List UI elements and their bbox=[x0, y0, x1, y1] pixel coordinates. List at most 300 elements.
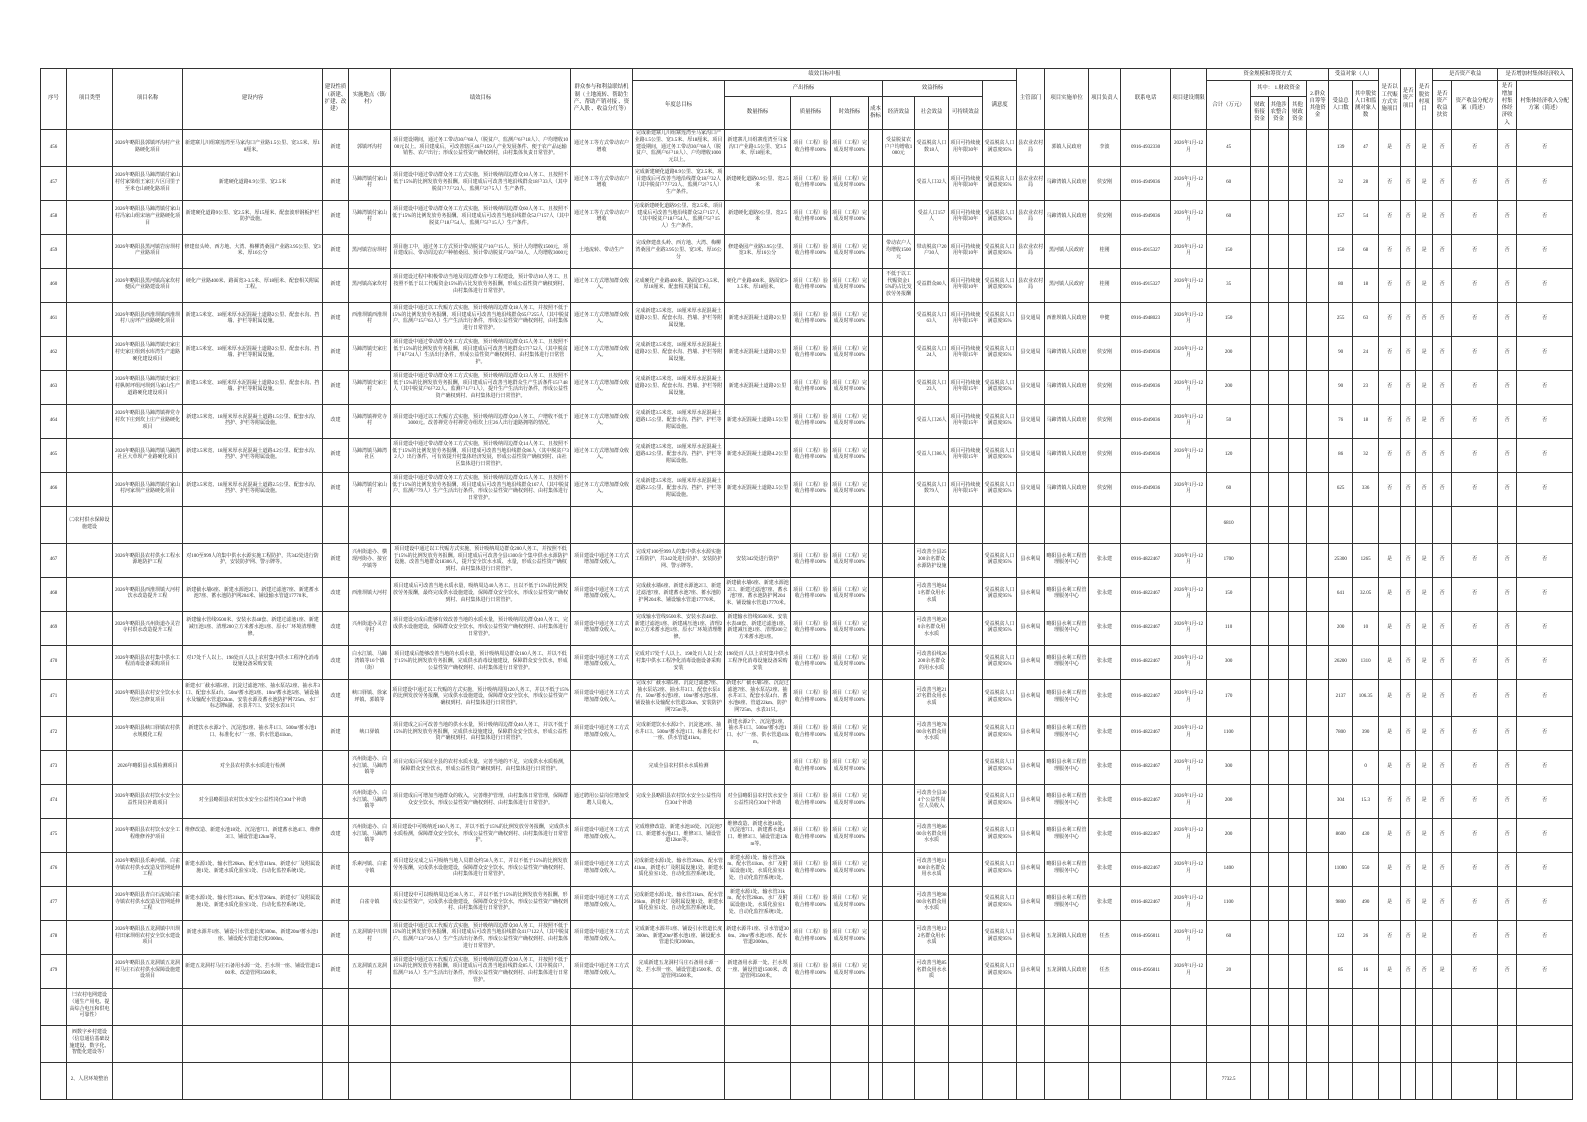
cell-participation: 项目建设中通过务工方式增加群众收入。 bbox=[571, 886, 633, 920]
header-qty: 数量指标 bbox=[725, 96, 791, 129]
cell-sustain: 项目可持续使用年限10年 bbox=[949, 234, 983, 268]
cell-phone bbox=[1121, 1025, 1171, 1062]
cell-pop: 200 bbox=[1329, 611, 1353, 645]
cell-self bbox=[1307, 268, 1329, 302]
cell-cost bbox=[869, 750, 883, 784]
cell-social: 受益群众80人 bbox=[915, 268, 949, 302]
cell-period: 2026年1月-12月 bbox=[1171, 268, 1207, 302]
header-f6: 是否增加村集体经济收入 bbox=[1498, 81, 1517, 130]
header-f7: 村集体经济收入分配方案（简述） bbox=[1517, 81, 1573, 130]
cell-phone: 0916-4822467 bbox=[1121, 577, 1171, 611]
cell-participation bbox=[571, 750, 633, 784]
cell-fin3 bbox=[1289, 852, 1307, 886]
cell-type bbox=[67, 130, 113, 167]
cell-goal: 项目建设中通过以工代赈方式实施，预计吸纳周边群众200人务工，并按照不低于15%的比例发放劳务报酬。项目建成后可改善全县1300余个集中供水水源防护设施、改善当地群众18306人，提升安全饮水水质、水量，形成公益性资产确权到村、由村集体进行日常管护。 bbox=[391, 543, 571, 577]
cell-phone: 0916-4915327 bbox=[1121, 234, 1171, 268]
cell-f2: 否 bbox=[1401, 438, 1416, 472]
cell-social: 受益脱贫人口23人 bbox=[915, 370, 949, 404]
cell-period: 2026年1月-12月 bbox=[1171, 920, 1207, 954]
cell-location: 兴州街道办灵岩寺村 bbox=[349, 611, 391, 645]
cell-f7: 否 bbox=[1517, 234, 1573, 268]
cell-period bbox=[1171, 988, 1207, 1025]
cell-timeliness: 项目（工程）完成及时率100% bbox=[831, 268, 869, 302]
cell-timeliness bbox=[831, 988, 869, 1025]
cell-self bbox=[1307, 577, 1329, 611]
cell-location: 马蹄湾镇付家山村 bbox=[349, 200, 391, 234]
cell-f4: 是 bbox=[1433, 954, 1452, 988]
cell-poor: 63 bbox=[1353, 302, 1379, 336]
cell-f6 bbox=[1498, 1025, 1517, 1062]
cell-nature: 新建 bbox=[323, 716, 349, 750]
cell-dept: 县交通局 bbox=[1017, 336, 1045, 370]
cell-seq: 471 bbox=[41, 679, 67, 716]
cell-leader: 侯安刚 bbox=[1089, 472, 1121, 506]
cell-unit: 马蹄湾镇人民政府 bbox=[1045, 370, 1089, 404]
cell-fin1 bbox=[1251, 506, 1269, 543]
cell-f5: 否 bbox=[1452, 166, 1498, 200]
cell-pop: 90 bbox=[1329, 336, 1353, 370]
cell-type bbox=[67, 886, 113, 920]
cell-f7: 否 bbox=[1517, 611, 1573, 645]
cell-total: 1700 bbox=[1207, 543, 1251, 577]
cell-sustain bbox=[949, 679, 983, 716]
cell-f3 bbox=[1416, 988, 1433, 1025]
cell-f7: 否 bbox=[1517, 750, 1573, 784]
cell-self bbox=[1307, 302, 1329, 336]
cell-econ bbox=[883, 506, 915, 543]
header-f4: 是否资产收益扶贫 bbox=[1433, 81, 1452, 130]
cell-dept bbox=[1017, 1025, 1045, 1062]
cell-econ bbox=[883, 886, 915, 920]
cell-annual bbox=[633, 988, 725, 1025]
cell-social: 受益脱贫人口数79人 bbox=[915, 472, 949, 506]
cell-satisfaction: 受益脱贫人口满意度95% bbox=[983, 336, 1017, 370]
table-row bbox=[41, 818, 1573, 852]
cell-social: 可改善当地200余名群众用水水质 bbox=[915, 611, 949, 645]
cell-location: 马蹄湾镇马蹄湾社区 bbox=[349, 438, 391, 472]
project-table-sheet bbox=[40, 68, 1573, 1100]
cell-poor bbox=[1353, 1062, 1379, 1099]
cell-pop: 122 bbox=[1329, 920, 1353, 954]
cell-pop: 76 bbox=[1329, 404, 1353, 438]
cell-self bbox=[1307, 166, 1329, 200]
header-fin1: 财政衔接资金 bbox=[1251, 96, 1269, 129]
cell-cost bbox=[869, 404, 883, 438]
cell-content: 新建截水墙6座、新建水源池2口、新建过滤池7座、新建蓄水池7座、蓄水池防护网204米、铺设输水管道17770米。 bbox=[183, 577, 323, 611]
cell-social bbox=[915, 750, 949, 784]
cell-f1: 否 bbox=[1379, 302, 1401, 336]
cell-f6: 否 bbox=[1498, 611, 1517, 645]
cell-poor: 106.35 bbox=[1353, 679, 1379, 716]
cell-f1: 是 bbox=[1379, 954, 1401, 988]
cell-type bbox=[67, 200, 113, 234]
section-row bbox=[41, 1062, 1573, 1099]
cell-cost bbox=[869, 645, 883, 679]
cell-dept: 县水利局 bbox=[1017, 577, 1045, 611]
cell-content: 对全县农村供水水质进行检测 bbox=[183, 750, 323, 784]
cell-f1: 是 bbox=[1379, 611, 1401, 645]
cell-total: 1100 bbox=[1207, 716, 1251, 750]
table-body bbox=[41, 130, 1573, 1100]
cell-econ bbox=[883, 438, 915, 472]
cell-qty bbox=[725, 750, 791, 784]
cell-goal: 项目建设中通过以工代赈方式实施，预计吸纳周边群众18人务工，并按照不低于15%的比例发放劳务报酬，项目建成后可改善当地沿线群众65户255人（其中脱贫户、监测户15户63人）生产生活出行条件，形成公益性资产确权到村，由村集体进行日常管护。 bbox=[391, 302, 571, 336]
cell-f6: 否 bbox=[1498, 543, 1517, 577]
cell-f3: 是 bbox=[1416, 404, 1433, 438]
cell-nature: 新建 bbox=[323, 336, 349, 370]
cell-total: 150 bbox=[1207, 577, 1251, 611]
cell-annual bbox=[633, 1025, 725, 1062]
cell-goal: 项目完成后可保证全县的农村水质水量，完善当地的不足，完成供水水质检测，保障群众安全饮水，形成公益性资产确权到村、由村集体进行日常管护。 bbox=[391, 750, 571, 784]
cell-phone: 0916-4949036 bbox=[1121, 370, 1171, 404]
cell-social bbox=[915, 1025, 949, 1062]
cell-social: 可改善当地2137名群众用水水质 bbox=[915, 679, 949, 716]
cell-fin2 bbox=[1269, 750, 1289, 784]
cell-f4: 否 bbox=[1433, 750, 1452, 784]
cell-f2: 否 bbox=[1401, 818, 1416, 852]
cell-qty: 新建水源井1座、引水管道300m、20m³蓄水池1座、配水管道2000m。 bbox=[725, 920, 791, 954]
cell-fin2 bbox=[1269, 302, 1289, 336]
cell-f3: 否 bbox=[1416, 954, 1433, 988]
cell-self bbox=[1307, 784, 1329, 818]
cell-f6: 否 bbox=[1498, 166, 1517, 200]
cell-social bbox=[915, 988, 949, 1025]
cell-satisfaction: 受益脱贫人口满意度95% bbox=[983, 611, 1017, 645]
cell-nature: 改建 bbox=[323, 818, 349, 852]
cell-satisfaction: 受益脱贫人口满意度95% bbox=[983, 438, 1017, 472]
header-leader: 项目负责人 bbox=[1089, 69, 1121, 130]
cell-fin2 bbox=[1269, 438, 1289, 472]
cell-annual: 完成对100至999人的集中供水水源实施工程防护，共342处进行防护、安装防护网、警示牌等。 bbox=[633, 543, 725, 577]
header-participation: 群众参与和利益联结机制（土地流转、帮助生产、帮助产销对接 、资产入股 、收益分红等） bbox=[571, 69, 633, 130]
cell-pop: 304 bbox=[1329, 784, 1353, 818]
cell-leader: 张永建 bbox=[1089, 784, 1121, 818]
cell-social: 可改善当地9800余名群众用水水质 bbox=[915, 886, 949, 920]
cell-self bbox=[1307, 438, 1329, 472]
cell-f3: 是 bbox=[1416, 234, 1433, 268]
cell-f7: 否 bbox=[1517, 130, 1573, 167]
cell-f1: 否 bbox=[1379, 200, 1401, 234]
cell-qty: 新建水源1处、输水管20km、配水管41km、水厂及附属设施1处、水质化验室1处、自动化监控系统1处。 bbox=[725, 852, 791, 886]
cell-leader: 张永建 bbox=[1089, 716, 1121, 750]
table-row bbox=[41, 611, 1573, 645]
cell-nature: 新建 bbox=[323, 852, 349, 886]
cell-self bbox=[1307, 611, 1329, 645]
cell-f3: 是 bbox=[1416, 920, 1433, 954]
cell-satisfaction bbox=[983, 506, 1017, 543]
cell-annual: 完成新建3.5米宽、18厘米厚水泥混凝土道路2.5公里、配套水沟、挡护、护栏等附属设施。 bbox=[633, 472, 725, 506]
cell-leader: 侯安刚 bbox=[1089, 404, 1121, 438]
cell-participation: 通过务工方式增加群众收入。 bbox=[571, 268, 633, 302]
table-row bbox=[41, 954, 1573, 988]
cell-f6: 否 bbox=[1498, 130, 1517, 167]
cell-f6: 否 bbox=[1498, 750, 1517, 784]
cell-period: 2026年1月-12月 bbox=[1171, 679, 1207, 716]
cell-sustain bbox=[949, 920, 983, 954]
cell-timeliness: 项目（工程）完成及时率100% bbox=[831, 130, 869, 167]
cell-fin1 bbox=[1251, 577, 1269, 611]
cell-cost bbox=[869, 234, 883, 268]
cell-seq bbox=[41, 988, 67, 1025]
cell-fin3 bbox=[1289, 336, 1307, 370]
cell-econ bbox=[883, 1025, 915, 1062]
cell-poor: 24 bbox=[1353, 336, 1379, 370]
cell-quality: 项目（工程）验收合格率100% bbox=[791, 404, 831, 438]
cell-leader bbox=[1089, 988, 1121, 1025]
cell-self bbox=[1307, 130, 1329, 167]
cell-phone: 0916-4822467 bbox=[1121, 716, 1171, 750]
cell-cost bbox=[869, 1025, 883, 1062]
cell-annual: 完成输水管线9500米、安装水表48套、新建过滤池1座、新建减压池1座、清理200立方米蓄水池1座、原水厂环境清理维修。 bbox=[633, 611, 725, 645]
cell-fin3 bbox=[1289, 370, 1307, 404]
cell-cost bbox=[869, 302, 883, 336]
cell-nature bbox=[323, 784, 349, 818]
cell-f1: 否 bbox=[1379, 234, 1401, 268]
cell-pop: 11000 bbox=[1329, 852, 1353, 886]
cell-type bbox=[67, 268, 113, 302]
cell-pop: 80 bbox=[1329, 268, 1353, 302]
cell-nature: 新建 bbox=[323, 166, 349, 200]
cell-fin3 bbox=[1289, 268, 1307, 302]
cell-f4 bbox=[1433, 1062, 1452, 1099]
cell-unit: 马蹄湾镇人民政府 bbox=[1045, 438, 1089, 472]
cell-name: 2026年略阳县西淮坝镇西淮坝村八房坪产业路硬化项目 bbox=[113, 302, 183, 336]
cell-timeliness: 项目（工程）完成及时率100% bbox=[831, 645, 869, 679]
header-cost: 成本指标 bbox=[869, 96, 883, 129]
cell-f2: 否 bbox=[1401, 852, 1416, 886]
cell-f2: 否 bbox=[1401, 750, 1416, 784]
cell-pop: 25300 bbox=[1329, 543, 1353, 577]
cell-self bbox=[1307, 886, 1329, 920]
cell-leader: 张永建 bbox=[1089, 679, 1121, 716]
header-f3: 是否脱贫村项目 bbox=[1416, 69, 1433, 130]
cell-phone bbox=[1121, 506, 1171, 543]
cell-nature: 新建 bbox=[323, 472, 349, 506]
cell-social: 受益人口157人 bbox=[915, 200, 949, 234]
cell-dept: 县农业农村局 bbox=[1017, 234, 1045, 268]
cell-econ bbox=[883, 818, 915, 852]
cell-f7: 否 bbox=[1517, 784, 1573, 818]
cell-econ bbox=[883, 370, 915, 404]
cell-timeliness: 项目（工程）完成及时率100% bbox=[831, 404, 869, 438]
cell-phone: 0916-4822467 bbox=[1121, 852, 1171, 886]
cell-poor: 390 bbox=[1353, 716, 1379, 750]
cell-participation: 通过务工方式增加群众收入。 bbox=[571, 404, 633, 438]
cell-social: 受益脱贫人口数18人 bbox=[915, 130, 949, 167]
table-row bbox=[41, 438, 1573, 472]
cell-f3: 是 bbox=[1416, 750, 1433, 784]
cell-dept: 县交通局 bbox=[1017, 404, 1045, 438]
cell-timeliness: 项目（工程）完成及时率100% bbox=[831, 200, 869, 234]
cell-f5: 否 bbox=[1452, 472, 1498, 506]
cell-leader: 任杰 bbox=[1089, 920, 1121, 954]
cell-goal: 项目建成后可改善当地水质水量，吸纳周边40人务工、且以不低于15%的比例发放劳务报酬，最终完成供水设施建设，保障群众安全饮水，形成公益性资产确权到村、由村集体进行日常管护。 bbox=[391, 577, 571, 611]
cell-fin3 bbox=[1289, 645, 1307, 679]
cell-timeliness: 项目（工程）完成及时率100% bbox=[831, 679, 869, 716]
cell-f7: 否 bbox=[1517, 679, 1573, 716]
cell-qty: 维修改造、新建水池18处、沉淀池7口、新建蓄水池4口、维修3口、铺设管道12km等。 bbox=[725, 818, 791, 852]
cell-cost bbox=[869, 438, 883, 472]
cell-fin1 bbox=[1251, 784, 1269, 818]
header-timeliness: 时效指标 bbox=[831, 96, 869, 129]
cell-fin2 bbox=[1269, 645, 1289, 679]
header-location: 实施地点（镇/村） bbox=[349, 69, 391, 130]
cell-phone: 0916-4956011 bbox=[1121, 954, 1171, 988]
cell-poor: 0 bbox=[1353, 750, 1379, 784]
cell-seq: 472 bbox=[41, 716, 67, 750]
cell-f2: 否 bbox=[1401, 268, 1416, 302]
cell-total: 300 bbox=[1207, 750, 1251, 784]
cell-content: 对17处千人以上、198处百人以上农村集中供水工程净化消毒设施设备采购安装 bbox=[183, 645, 323, 679]
cell-leader bbox=[1089, 506, 1121, 543]
cell-fin2 bbox=[1269, 200, 1289, 234]
cell-leader: 申健 bbox=[1089, 302, 1121, 336]
cell-name: 2026年略阳县农村安全饮水水毁应急修复项目 bbox=[113, 679, 183, 716]
cell-seq: 459 bbox=[41, 234, 67, 268]
cell-goal: 项目建设中通过带动群众务工方式实施，预计吸纳周边群众14人务工、且按照不低于15%的比例发放劳务报酬，项目建成可改善当地沿线群众86人（其中脱贫户32人）出行条件，可有效提升村集体经济发展，形成公益性资产确权到村、由社区集体进行日常管护。 bbox=[391, 438, 571, 472]
cell-f2: 否 bbox=[1401, 234, 1416, 268]
cell-f4: 否 bbox=[1433, 130, 1452, 167]
cell-period: 2026年1月-12月 bbox=[1171, 336, 1207, 370]
cell-poor: 23 bbox=[1353, 370, 1379, 404]
header-type: 项目类型 bbox=[67, 69, 113, 130]
cell-seq: 478 bbox=[41, 920, 67, 954]
cell-econ bbox=[883, 611, 915, 645]
cell-location: 乐素河镇、白雀寺镇 bbox=[349, 852, 391, 886]
cell-period: 2026年1月-12月 bbox=[1171, 886, 1207, 920]
cell-fin3 bbox=[1289, 611, 1307, 645]
cell-fin1 bbox=[1251, 268, 1269, 302]
cell-social: 受益脱贫人口24人 bbox=[915, 336, 949, 370]
cell-f2: 否 bbox=[1401, 543, 1416, 577]
cell-leader bbox=[1089, 1062, 1121, 1099]
cell-f6: 否 bbox=[1498, 954, 1517, 988]
cell-type bbox=[67, 302, 113, 336]
cell-fin1 bbox=[1251, 543, 1269, 577]
header-sustain: 可持续效益 bbox=[949, 96, 983, 129]
cell-f6: 否 bbox=[1498, 370, 1517, 404]
cell-fin1 bbox=[1251, 750, 1269, 784]
cell-fin1 bbox=[1251, 818, 1269, 852]
cell-name: 2026年略阳县郭镇坪沟村产业路硬化项目 bbox=[113, 130, 183, 167]
cell-f3: 是 bbox=[1416, 852, 1433, 886]
cell-f7: 否 bbox=[1517, 302, 1573, 336]
cell-sustain: 项目可持续使用年限15年 bbox=[949, 438, 983, 472]
cell-dept: 县水利局 bbox=[1017, 543, 1045, 577]
cell-total: 200 bbox=[1207, 370, 1251, 404]
cell-dept bbox=[1017, 506, 1045, 543]
cell-timeliness: 项目（工程）完成及时率100% bbox=[831, 886, 869, 920]
header-quality: 质量指标 bbox=[791, 96, 831, 129]
cell-goal: 项目建成之后可改善当地的供水水量，预计吸纳周边群众40人务工，并以不低于15%的比例发放劳务报酬，完成供水设施建设，保障群众安全饮水，形成公益性资产确权到村、由村集体进行日常管护。 bbox=[391, 716, 571, 750]
cell-f6: 否 bbox=[1498, 577, 1517, 611]
cell-f3: 是 bbox=[1416, 130, 1433, 167]
cell-f5: 否 bbox=[1452, 716, 1498, 750]
cell-leader: 侯安刚 bbox=[1089, 336, 1121, 370]
cell-poor: 32.05 bbox=[1353, 577, 1379, 611]
cell-cost bbox=[869, 543, 883, 577]
cell-location: 马蹄湾镇付家山村 bbox=[349, 166, 391, 200]
cell-nature: 新建 bbox=[323, 370, 349, 404]
cell-fin2 bbox=[1269, 404, 1289, 438]
cell-goal: 项目建设中通过带动群众务工方式实施，预计吸纳周边群众15人务工、且按照不低于15%的比例发放劳务报酬，项目建成后可改善当地群众17户52人（其中脱贫户8户24人）生活出行条件，形成公益性资产确权到村、由村集体进行日常管护。 bbox=[391, 336, 571, 370]
cell-phone bbox=[1121, 1062, 1171, 1099]
cell-name bbox=[113, 506, 183, 543]
cell-location: 黑河镇高家坎村 bbox=[349, 268, 391, 302]
cell-annual: 完成维修改造、新建水池18处、沉淀池7口、新建蓄水池4口、维修3口、铺设管道12km等。 bbox=[633, 818, 725, 852]
cell-nature bbox=[323, 1025, 349, 1062]
cell-econ: 不低于以工代赈资金15%的占比发放劳务报酬 bbox=[883, 268, 915, 302]
cell-f6 bbox=[1498, 506, 1517, 543]
cell-content: 维修改造、新建水池18处、沉淀池7口、新建蓄水池4口、维修3口、铺设管道12km等。 bbox=[183, 818, 323, 852]
cell-seq: 464 bbox=[41, 404, 67, 438]
cell-f5 bbox=[1452, 1062, 1498, 1099]
cell-annual: 完成新建水源井1座、铺设引水管道长度300m、新建20m³蓄水池1座、铺设配水管道长度2000m。 bbox=[633, 920, 725, 954]
cell-dept: 县水利局 bbox=[1017, 679, 1045, 716]
cell-qty: 新建水泥混凝土道路4.2公里 bbox=[725, 438, 791, 472]
cell-period: 2026年1月-12月 bbox=[1171, 818, 1207, 852]
cell-econ bbox=[883, 784, 915, 818]
cell-participation: 项目建设中通过务工方式增加群众收入。 bbox=[571, 954, 633, 988]
cell-dept: 县农业农村局 bbox=[1017, 130, 1045, 167]
cell-cost bbox=[869, 506, 883, 543]
cell-dept: 县水利局 bbox=[1017, 645, 1045, 679]
cell-cost bbox=[869, 336, 883, 370]
cell-fin3 bbox=[1289, 130, 1307, 167]
cell-quality: 项目（工程）验收合格率100% bbox=[791, 302, 831, 336]
cell-social: 可改善当地11000余名群众用水水质 bbox=[915, 852, 949, 886]
cell-f4: 否 bbox=[1433, 302, 1452, 336]
cell-satisfaction: 受益脱贫人口满意度95% bbox=[983, 886, 1017, 920]
cell-nature: 改建 bbox=[323, 611, 349, 645]
cell-goal: 项目建设完成之后可吸纳当地人员群众约50人务工，并以不低于15%的比例发放劳务报酬，完成供水设施建设，保障群众安全饮水，形成公益性资产确权到村、由村集体进行日常管护。 bbox=[391, 852, 571, 886]
cell-unit: 略阳县水利工程管理服务中心 bbox=[1045, 577, 1089, 611]
cell-unit: 五龙洞镇人民政府 bbox=[1045, 954, 1089, 988]
cell-type bbox=[67, 750, 113, 784]
cell-quality: 项目（工程）验收合格率100% bbox=[791, 954, 831, 988]
header-f2: 是否资产项目 bbox=[1401, 69, 1416, 130]
cell-total: 110 bbox=[1207, 611, 1251, 645]
cell-quality: 项目（工程）验收合格率100% bbox=[791, 543, 831, 577]
cell-period: 2026年1月-12月 bbox=[1171, 438, 1207, 472]
cell-timeliness: 项目（工程）完成及时率100% bbox=[831, 716, 869, 750]
cell-fin2 bbox=[1269, 784, 1289, 818]
cell-sustain: 项目可持续使用年限15年 bbox=[949, 370, 983, 404]
cell-f5: 否 bbox=[1452, 543, 1498, 577]
cell-name: 2026年略阳县黑河镇岩房坝村产业路项目 bbox=[113, 234, 183, 268]
cell-goal: 项目建设完成后能够有效改善当地的水质水量，预计吸纳周边群众40人务工，完成供水设施建设，保障群众安全饮水，形成公益性资产确权到村、由村集体进行日常管护。 bbox=[391, 611, 571, 645]
cell-phone: 0916-4915327 bbox=[1121, 268, 1171, 302]
cell-name: 2026年略阳县马蹄湾镇史家庄村枞树坪组河坝到马家山生产道路硬化建设项目 bbox=[113, 370, 183, 404]
cell-cost bbox=[869, 784, 883, 818]
cell-name bbox=[113, 1062, 183, 1099]
cell-fin1 bbox=[1251, 1025, 1269, 1062]
cell-fin2 bbox=[1269, 336, 1289, 370]
cell-sustain bbox=[949, 645, 983, 679]
cell-fin3 bbox=[1289, 750, 1307, 784]
cell-type bbox=[67, 784, 113, 818]
cell-nature bbox=[323, 750, 349, 784]
cell-f1: 否 bbox=[1379, 336, 1401, 370]
cell-content: 新建3.5米宽、18厘米厚水泥混凝土道路2公里、配套水沟、挡墙、护栏等附属设施。 bbox=[183, 336, 323, 370]
cell-f2 bbox=[1401, 1025, 1416, 1062]
cell-f1: 否 bbox=[1379, 784, 1401, 818]
cell-leader: 张永建 bbox=[1089, 818, 1121, 852]
cell-participation: 土地流转、带动生产 bbox=[571, 234, 633, 268]
cell-timeliness: 项目（工程）完成及时率100% bbox=[831, 920, 869, 954]
cell-f4: 否 bbox=[1433, 404, 1452, 438]
cell-f5: 否 bbox=[1452, 577, 1498, 611]
